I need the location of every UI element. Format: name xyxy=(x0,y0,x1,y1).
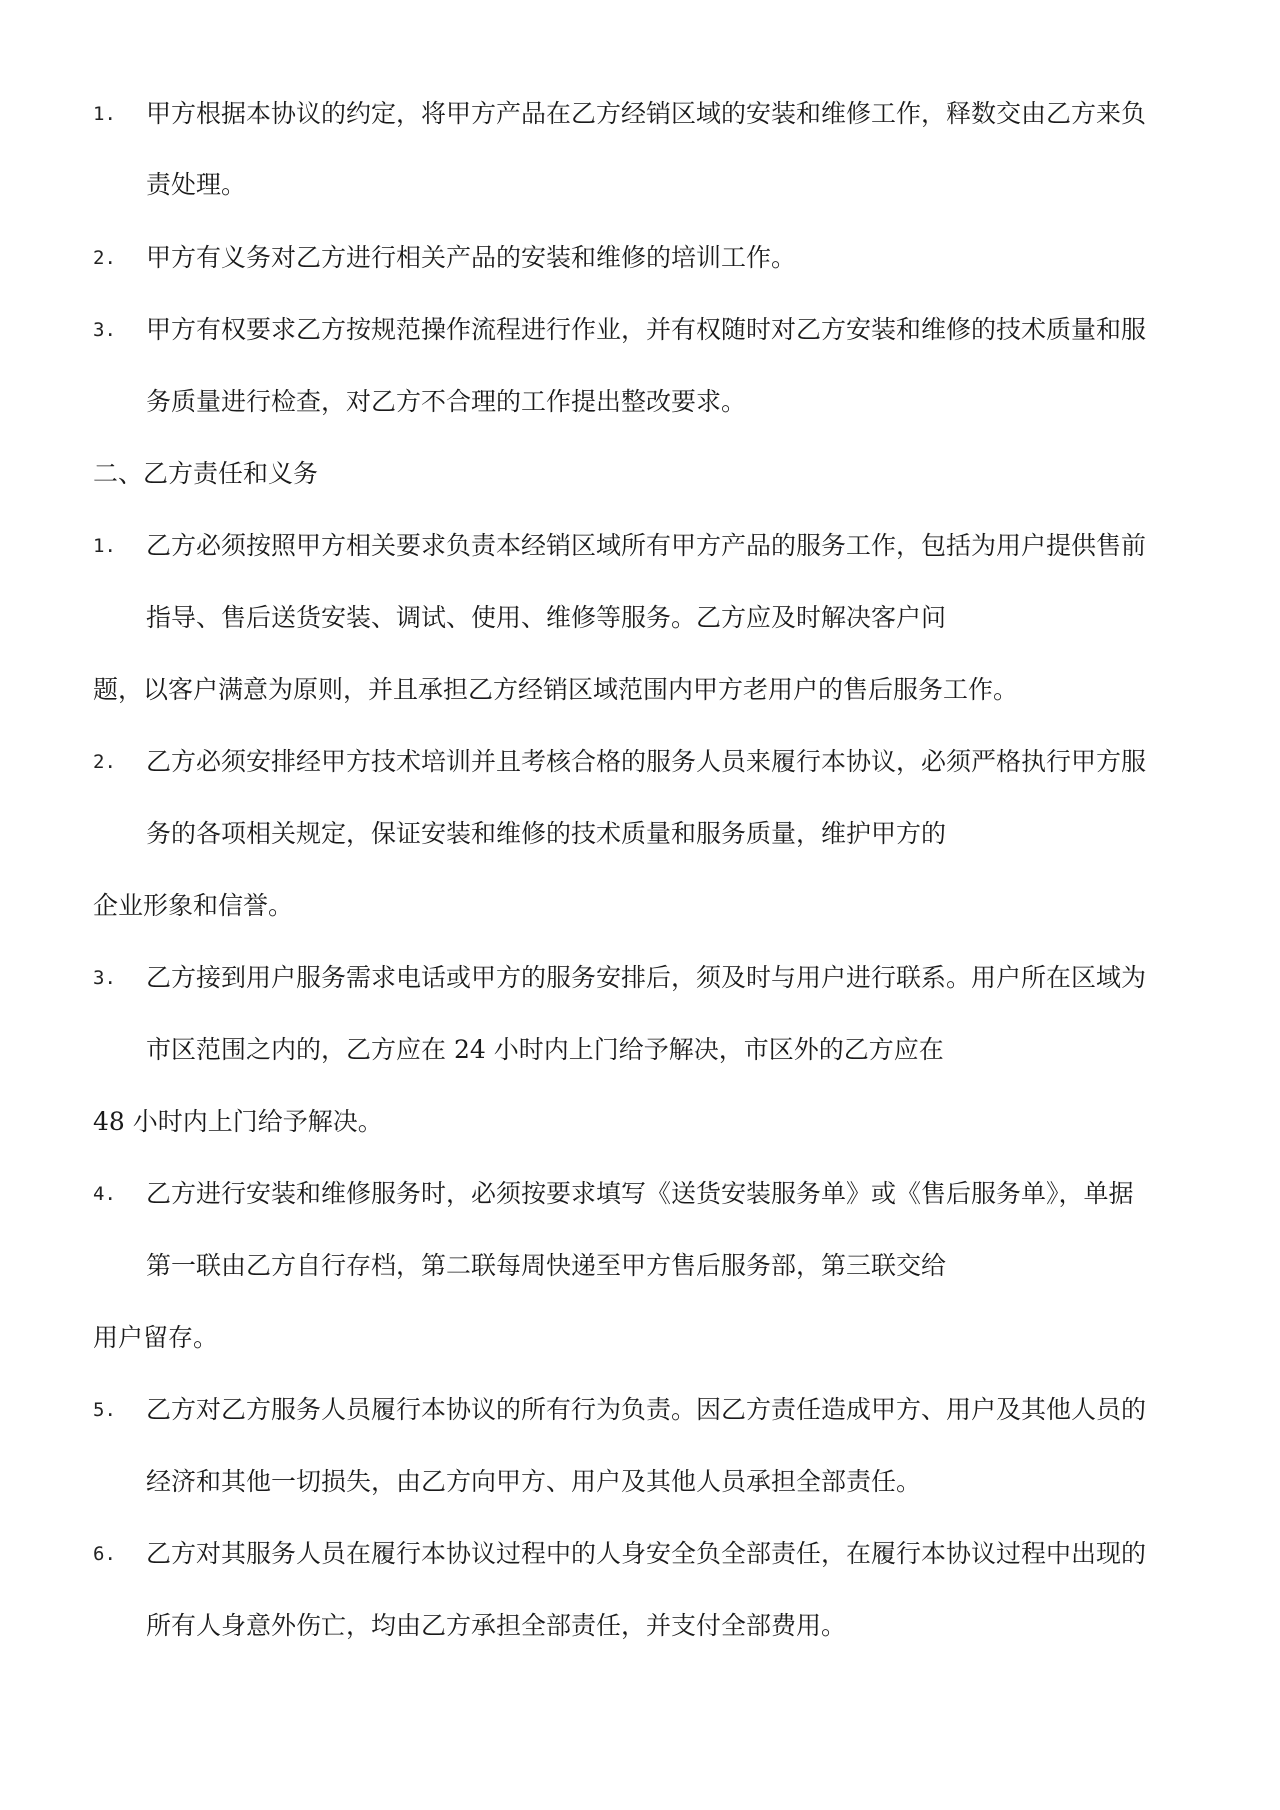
item-number: 1. xyxy=(93,535,116,557)
item-number: 2. xyxy=(93,247,116,269)
item-text-line: 乙方必须安排经甲方技术培训并且考核合格的服务人员来履行本协议，必须严格执行甲方服 xyxy=(146,747,1147,776)
item-number: 6. xyxy=(93,1543,116,1565)
item-text-line: 乙方必须按照甲方相关要求负责本经销区域所有甲方产品的服务工作，包括为用户提供售前 xyxy=(146,531,1147,560)
item-number: 3. xyxy=(93,319,116,341)
item-text-line: 乙方接到用户服务需求电话或甲方的服务安排后，须及时与用户进行联系。用户所在区域为 xyxy=(146,963,1147,992)
item-text-line: 经济和其他一切损失，由乙方向甲方、用户及其他人员承担全部责任。 xyxy=(146,1467,922,1496)
section-heading: 二、乙方责任和义务 xyxy=(93,459,319,488)
item-number: 1. xyxy=(93,103,116,125)
item-text-line: 题，以客户满意为原则，并且承担乙方经销区域范围内甲方老用户的售后服务工作。 xyxy=(93,675,1019,704)
item-number: 3. xyxy=(93,967,116,989)
item-text-line: 乙方进行安装和维修服务时，必须按要求填写《送货安装服务单》或《售后服务单》，单据 xyxy=(146,1179,1134,1208)
item-text-line: 甲方有权要求乙方按规范操作流程进行作业，并有权随时对乙方安装和维修的技术质量和服 xyxy=(146,315,1147,344)
item-text-line: 第一联由乙方自行存档，第二联每周快递至甲方售后服务部，第三联交给 xyxy=(146,1251,947,1280)
item-text-line: 48 小时内上门给予解决。 xyxy=(93,1107,383,1136)
item-text-line: 甲方根据本协议的约定，将甲方产品在乙方经销区域的安装和维修工作，释数交由乙方来负 xyxy=(146,99,1147,128)
item-text-line: 指导、售后送货安装、调试、使用、维修等服务。乙方应及时解决客户问 xyxy=(146,603,947,632)
item-text-line: 所有人身意外伤亡，均由乙方承担全部责任，并支付全部费用。 xyxy=(146,1611,847,1640)
item-text-line: 乙方对乙方服务人员履行本协议的所有行为负责。因乙方责任造成甲方、用户及其他人员的 xyxy=(146,1395,1147,1424)
item-text-line: 务质量进行检查，对乙方不合理的工作提出整改要求。 xyxy=(146,387,747,416)
item-text-line: 务的各项相关规定，保证安装和维修的技术质量和服务质量，维护甲方的 xyxy=(146,819,947,848)
item-text-line: 责处理。 xyxy=(146,170,247,199)
item-number: 2. xyxy=(93,751,116,773)
item-text-line: 企业形象和信誉。 xyxy=(93,891,294,920)
item-number: 4. xyxy=(93,1183,116,1205)
item-text-line: 用户留存。 xyxy=(93,1323,219,1352)
item-number: 5. xyxy=(93,1399,116,1421)
item-text-line: 市区范围之内的，乙方应在 24 小时内上门给予解决，市区外的乙方应在 xyxy=(146,1035,944,1064)
item-text-line: 甲方有义务对乙方进行相关产品的安装和维修的培训工作。 xyxy=(146,243,797,272)
item-text-line: 乙方对其服务人员在履行本协议过程中的人身安全负全部责任，在履行本协议过程中出现的 xyxy=(146,1539,1147,1568)
